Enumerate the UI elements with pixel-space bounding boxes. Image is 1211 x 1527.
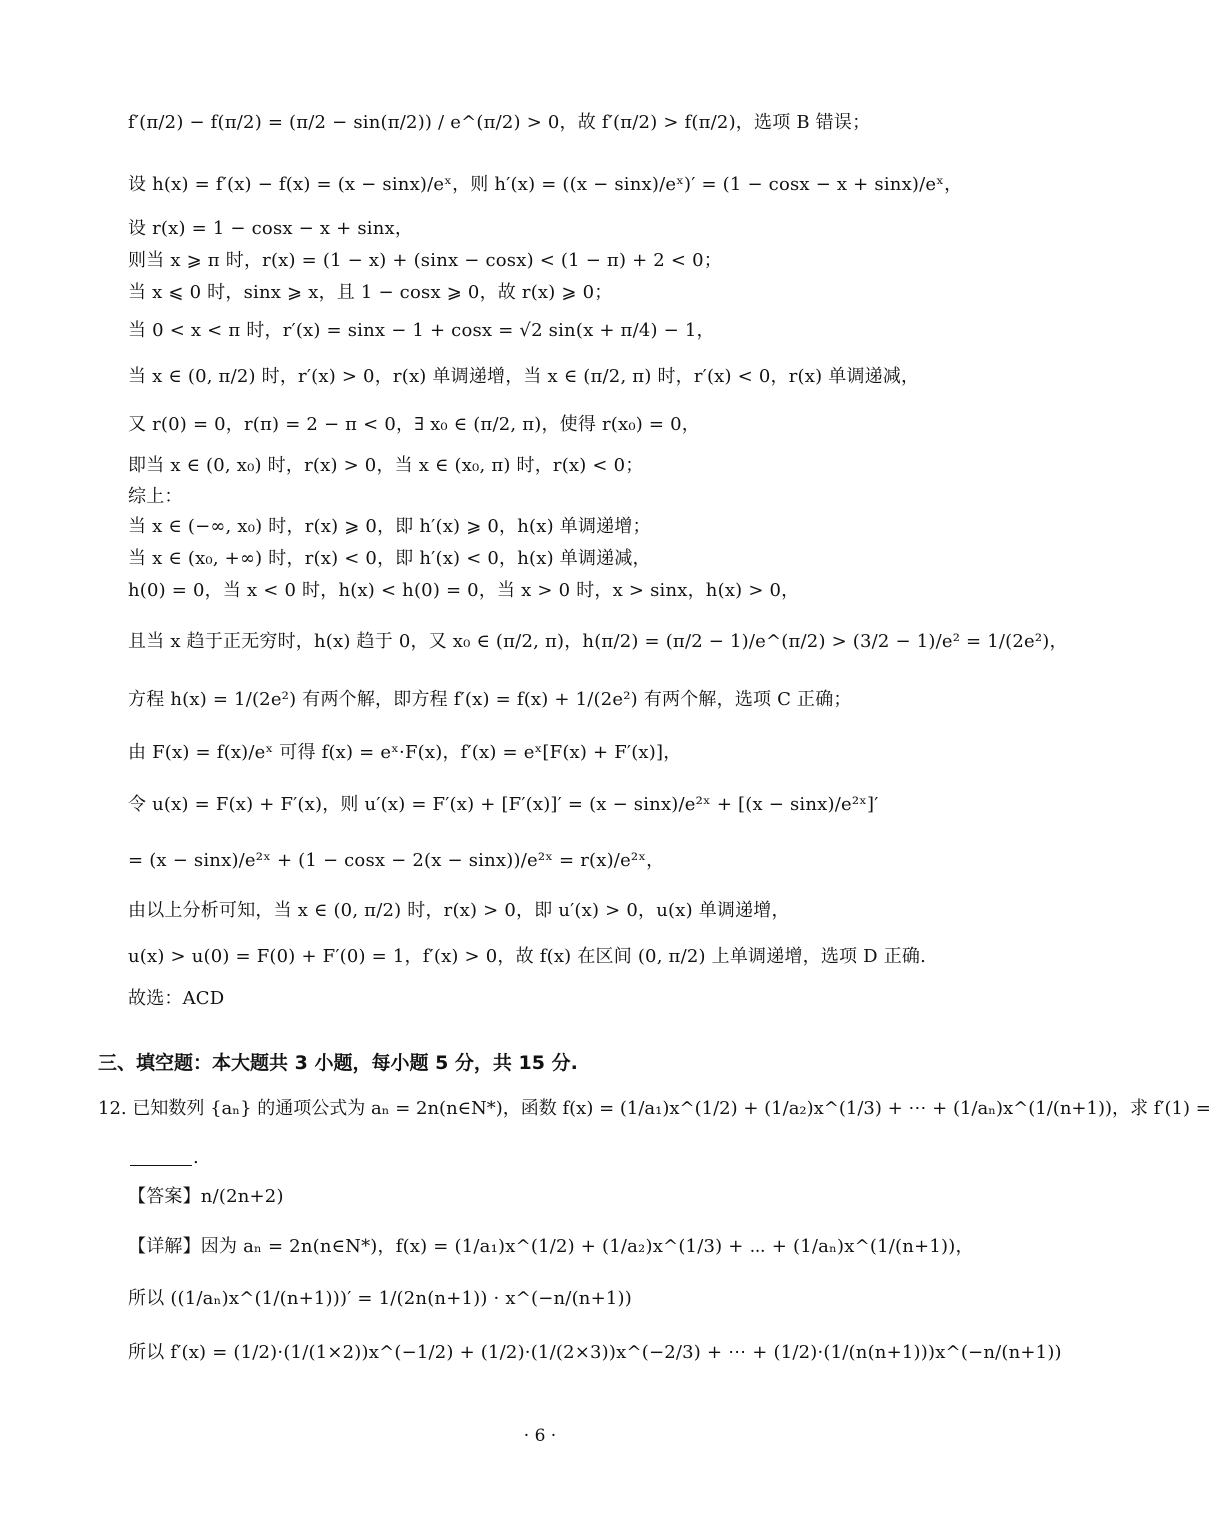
solution-line-6: 当 0 < x < π 时，r′(x) = sinx − 1 + cosx = √2 sin(x + π/4) − 1，: [128, 320, 715, 341]
page-number: · 6 ·: [523, 1426, 557, 1446]
solution-line-21: 故选：ACD: [128, 988, 225, 1009]
solution-line-13: h(0) = 0，当 x < 0 时，h(x) < h(0) = 0，当 x > 0 时，x > sinx，h(x) > 0，: [128, 580, 800, 601]
solution-line-11: 当 x ∈ (−∞, x₀) 时，r(x) ⩾ 0，即 h′(x) ⩾ 0，h(x) 单调递增；: [128, 516, 651, 537]
solution-line-17: 令 u(x) = F(x) + F′(x)，则 u′(x) = F′(x) + [F′(x)]′ = (x − sinx)/e²ˣ + [(x − sinx)/e²ˣ]′: [128, 794, 879, 815]
question-text: 已知数列 {aₙ} 的通项公式为 aₙ = 2n(n∈N*)，函数 f(x) = (1/a₁)x^(1/2) + (1/a₂)x^(1/3) + ⋯ + (1/aₙ)x^(1/(n+1))，求 f′(1) =: [132, 1098, 1211, 1119]
solution-line-18: = (x − sinx)/e²ˣ + (1 − cosx − 2(x − sinx))/e²ˣ = r(x)/e²ˣ，: [128, 850, 665, 871]
solution-line-7: 当 x ∈ (0, π/2) 时，r′(x) > 0，r(x) 单调递增，当 x ∈ (π/2, π) 时，r′(x) < 0，r(x) 单调递减，: [128, 366, 920, 387]
section-heading: 三、填空题：本大题共 3 小题，每小题 5 分，共 15 分.: [98, 1052, 578, 1074]
solution-line-8: 又 r(0) = 0，r(π) = 2 − π < 0，∃ x₀ ∈ (π/2, π)，使得 r(x₀) = 0，: [128, 414, 700, 435]
detail-line-3: 所以 f′(x) = (1/2)·(1/(1×2))x^(−1/2) + (1/2)·(1/(2×3))x^(−2/3) + ⋯ + (1/2)·(1/(n(n+1)))x^(−n/(n+1)): [128, 1342, 1062, 1363]
question-12: [98, 1094, 1211, 1124]
solution-line-1: f′(π/2) − f(π/2) = (π/2 − sin(π/2)) / e^(π/2) > 0，故 f′(π/2) > f(π/2)，选项 B 错误；: [128, 112, 871, 133]
solution-line-4: 则当 x ⩾ π 时，r(x) = (1 − x) + (sinx − cosx) < (1 − π) + 2 < 0；: [128, 250, 722, 271]
solution-line-16: 由 F(x) = f(x)/eˣ 可得 f(x) = eˣ·F(x)，f′(x) = eˣ[F(x) + F′(x)]，: [128, 742, 682, 763]
solution-line-3: 设 r(x) = 1 − cosx − x + sinx，: [128, 218, 414, 239]
solution-line-20: u(x) > u(0) = F(0) + F′(0) = 1，f′(x) > 0，故 f(x) 在区间 (0, π/2) 上单调递增，选项 D 正确.: [128, 946, 927, 967]
solution-line-2: 设 h(x) = f′(x) − f(x) = (x − sinx)/eˣ，则 h′(x) = ((x − sinx)/eˣ)′ = (1 − cosx − x + sinx)/eˣ，: [128, 174, 963, 195]
solution-line-12: 当 x ∈ (x₀, +∞) 时，r(x) < 0，即 h′(x) < 0，h(x) 单调递减，: [128, 548, 651, 569]
question-number: 12.: [98, 1098, 127, 1119]
detail-line-2: 所以 ((1/aₙ)x^(1/(n+1)))′ = 1/(2n(n+1)) · x^(−n/(n+1)): [128, 1288, 632, 1309]
solution-line-15: 方程 h(x) = 1/(2e²) 有两个解，即方程 f′(x) = f(x) + 1/(2e²) 有两个解，选项 C 正确；: [128, 689, 852, 710]
solution-line-19: 由以上分析可知，当 x ∈ (0, π/2) 时，r(x) > 0，即 u′(x) > 0，u(x) 单调递增，: [128, 900, 790, 921]
answer-line: 【答案】n/(2n+2): [128, 1186, 284, 1207]
solution-line-10: 综上：: [128, 486, 183, 507]
solution-line-14: 且当 x 趋于正无穷时，h(x) 趋于 0，又 x₀ ∈ (π/2, π)，h(π/2) = (π/2 − 1)/e^(π/2) > (3/2 − 1)/e² = 1/(2e²)，: [128, 631, 1068, 652]
blank-period: .: [193, 1147, 199, 1168]
answer-blank: [130, 1165, 192, 1166]
detail-line-1: 【详解】因为 aₙ = 2n(n∈N*)，f(x) = (1/a₁)x^(1/2) + (1/a₂)x^(1/3) + ⋯ + (1/aₙ)x^(1/(n+1))，: [128, 1236, 974, 1257]
solution-line-9: 即当 x ∈ (0, x₀) 时，r(x) > 0，当 x ∈ (x₀, π) 时，r(x) < 0；: [128, 455, 644, 476]
solution-line-5: 当 x ⩽ 0 时，sinx ⩾ x，且 1 − cosx ⩾ 0，故 r(x) ⩾ 0；: [128, 282, 613, 303]
